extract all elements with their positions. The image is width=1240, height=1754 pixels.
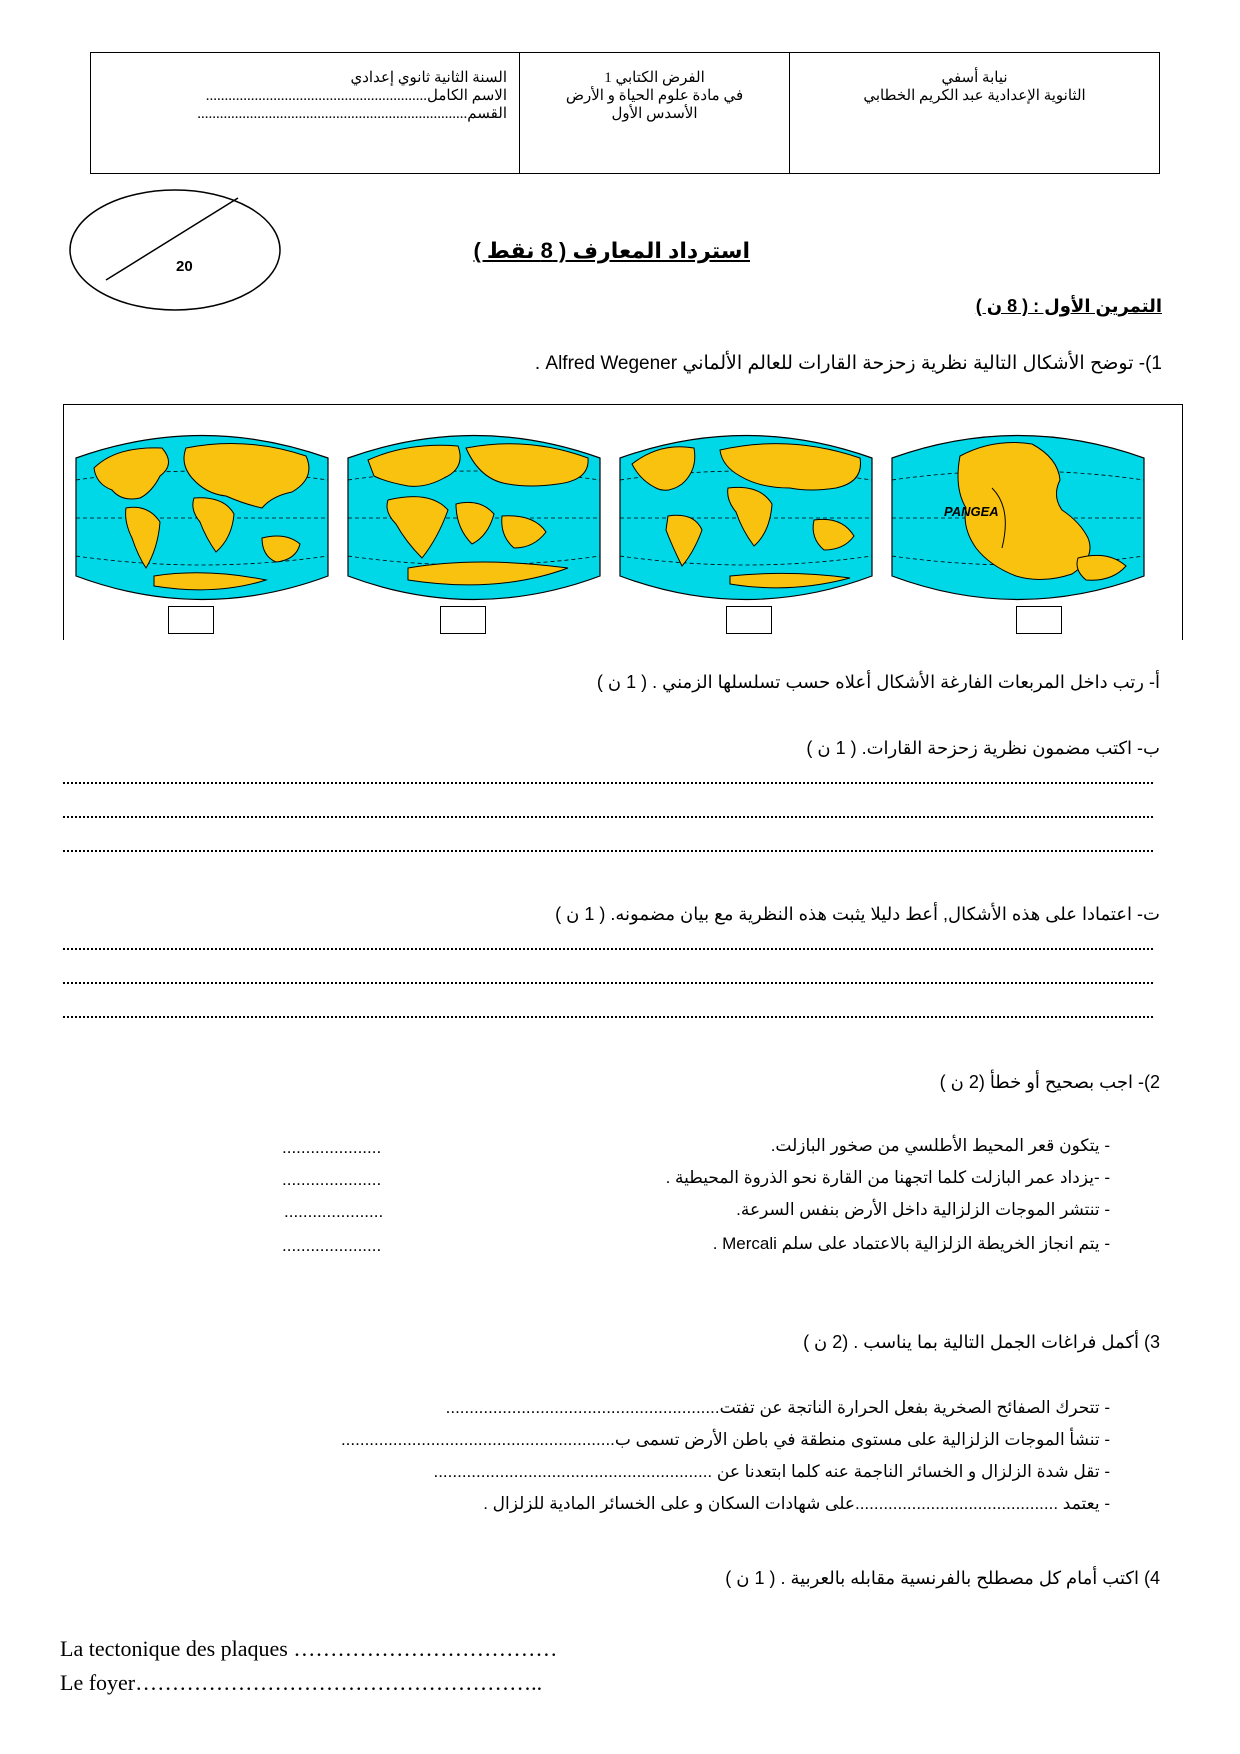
q3-item-3[interactable]: - تقل شدة الزلزال و الخسائر الناجمة عنه كلما ابتعدنا عن ........................................................... <box>433 1462 1110 1481</box>
pangea-label: PANGEA <box>944 504 999 519</box>
q4-title: 4) اكتب أمام كل مصطلح بالفرنسية مقابله بالعربية . ( 1 ن ) <box>725 1568 1160 1588</box>
answer-line-b2[interactable] <box>63 814 1153 818</box>
score-slash <box>106 198 238 280</box>
q2-answer-2[interactable]: ..................... <box>282 1170 382 1189</box>
answer-line-c2[interactable] <box>63 980 1153 984</box>
header-student-cell <box>91 53 519 173</box>
q4-term-1[interactable]: La tectonique des plaques ……………………………… <box>60 1636 558 1661</box>
header-class-field[interactable]: ........................................................................ <box>197 106 468 122</box>
header-name-field[interactable]: ........................................................... <box>205 88 427 104</box>
section-title: استرداد المعارف ( 8 نقط ) <box>473 238 750 263</box>
globe-map-4-pangea <box>882 418 1154 614</box>
answer-line-b1[interactable] <box>63 780 1153 784</box>
header-class-label: القسم <box>467 106 507 122</box>
q2-title: 2)- اجب بصحيح أو خطأ (2 ن ) <box>939 1072 1160 1092</box>
header-name-label: الاسم الكامل <box>426 88 507 104</box>
order-box-4[interactable] <box>1016 606 1062 634</box>
header-table <box>90 52 1160 174</box>
header-name-row <box>101 87 507 105</box>
score-ellipse <box>66 186 284 316</box>
answer-line-c3[interactable] <box>63 1014 1153 1018</box>
header-exam-cell <box>519 53 789 173</box>
answer-line-c1[interactable] <box>63 946 1153 950</box>
header-class-row <box>101 105 507 123</box>
header-directorate: نيابة أسفي <box>941 70 1008 86</box>
q2-answer-4[interactable]: ..................... <box>282 1236 382 1255</box>
q1-a: أ- رتب داخل المربعات الفارغة الأشكال أعلاه حسب تسلسلها الزمني . ( 1 ن ) <box>596 672 1160 692</box>
q2-answer-3[interactable]: ..................... <box>284 1202 384 1221</box>
q1-b: ب- اكتب مضمون نظرية زحزحة القارات. ( 1 ن ) <box>806 738 1160 758</box>
q4-term-2[interactable]: Le foyer……………………………………………….. <box>60 1670 543 1695</box>
header-exam-semester: الأسدس الأول <box>611 106 698 122</box>
q2-item-3: - تنتشر الموجات الزلزالية داخل الأرض بنفس السرعة. <box>736 1200 1110 1219</box>
order-box-3[interactable] <box>726 606 772 634</box>
answer-line-b3[interactable] <box>63 848 1153 852</box>
order-box-1[interactable] <box>168 606 214 634</box>
q3-item-2[interactable]: - تنشأ الموجات الزلزالية على مستوى منطقة في باطن الأرض تسمى ب.......................................................... <box>340 1430 1110 1449</box>
globe-map-2 <box>338 418 610 614</box>
q1-c: ت- اعتمادا على هذه الأشكال, أعط دليلا يثبت هذه النظرية مع بيان مضمونه. ( 1 ن ) <box>555 904 1160 924</box>
q1-intro: 1)- توضح الأشكال التالية نظرية زحزحة القارات للعالم الألماني Alfred Wegener . <box>534 353 1162 374</box>
q3-item-4[interactable]: - يعتمد ...........................................على شهادات السكان و على الخسائر المادية للزلزال . <box>483 1494 1110 1513</box>
header-school-cell <box>789 53 1159 173</box>
q2-item-2: - -يزداد عمر البازلت كلما اتجهنا من القارة نحو الذروة المحيطية . <box>665 1168 1110 1187</box>
header-school: الثانوية الإعدادية عبد الكريم الخطابي <box>863 88 1086 104</box>
order-box-2[interactable] <box>440 606 486 634</box>
q2-item-1: - يتكون قعر المحيط الأطلسي من صخور البازلت. <box>770 1136 1110 1155</box>
globe-map-1 <box>66 418 338 614</box>
globe-map-3 <box>610 418 882 614</box>
header-exam-title: الفرض الكتابي 1 <box>604 70 705 86</box>
q3-item-1[interactable]: - تتحرك الصفائح الصخرية بفعل الحرارة الناتجة عن تفتت.......................................................... <box>445 1398 1110 1417</box>
q2-answer-1[interactable]: ..................... <box>282 1138 382 1157</box>
q3-title: 3) أكمل فراغات الجمل التالية بما يناسب . (2 ن ) <box>803 1332 1160 1352</box>
score-total: 20 <box>176 258 193 275</box>
header-exam-subject: في مادة علوم الحياة و الأرض <box>565 88 744 104</box>
header-year: السنة الثانية ثانوي إعدادي <box>350 70 507 86</box>
q2-item-4: - يتم انجاز الخريطة الزلزالية بالاعتماد على سلم Mercali . <box>712 1234 1110 1253</box>
exercise1-title: التمرين الأول : ( 8 ن ) <box>975 296 1162 316</box>
